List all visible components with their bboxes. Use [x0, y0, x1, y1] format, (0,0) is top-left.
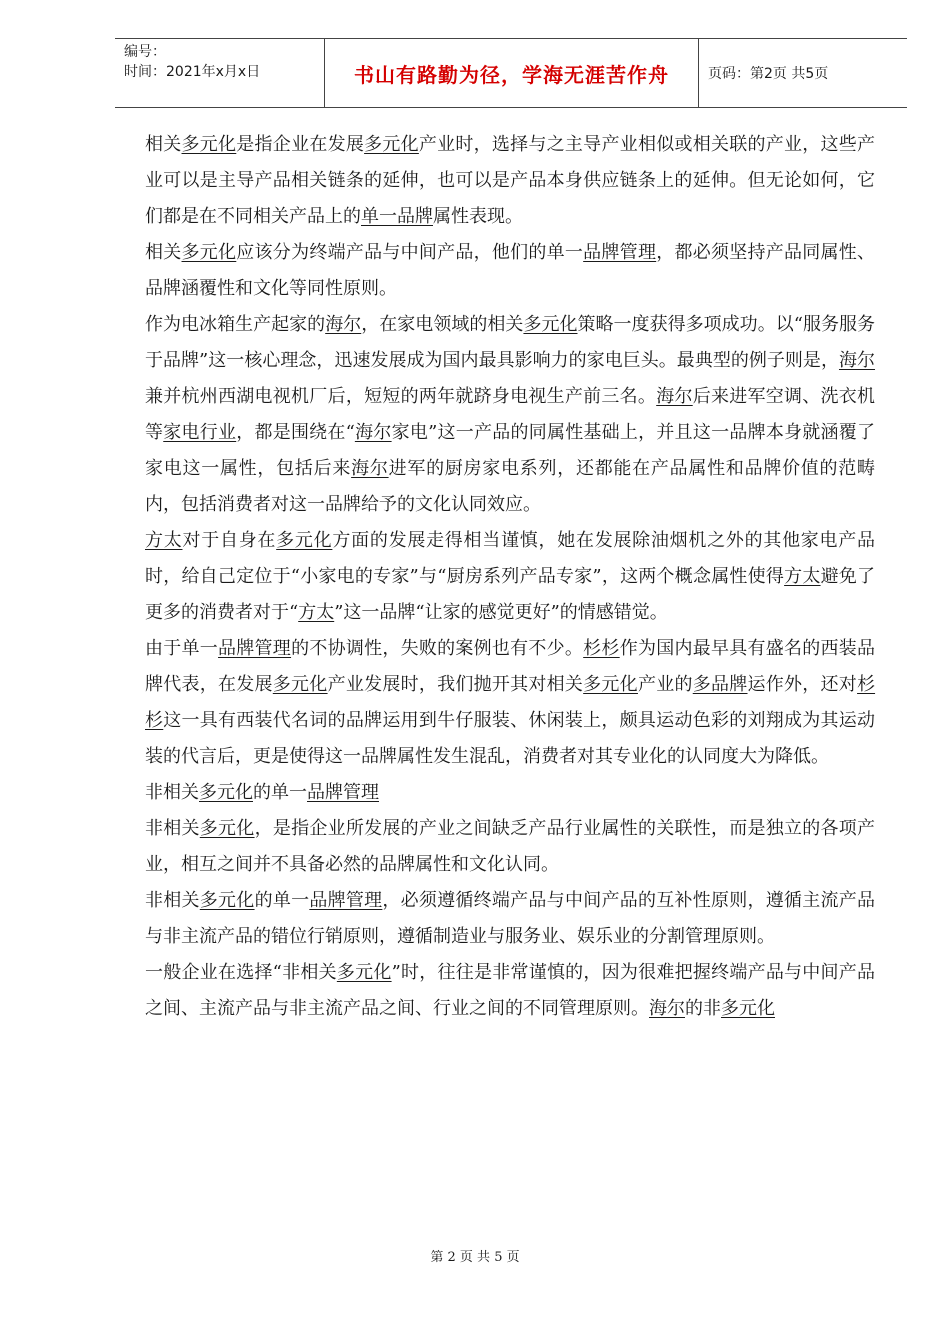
- header-motto: 书山有路勤为径，学海无涯苦作舟: [325, 39, 699, 107]
- underlined-term: 多元化: [583, 674, 638, 695]
- text-run: 作为国内最早具有盛名的西装品牌代表，在发展: [145, 638, 876, 695]
- header-page-label: 页码：第2页 共5页: [708, 66, 829, 82]
- underlined-term: 多元化: [199, 890, 255, 911]
- body-paragraph: [145, 775, 875, 811]
- underlined-term: 品牌管理: [309, 890, 383, 911]
- text-run: 由于单一: [145, 638, 219, 659]
- body-paragraph: [145, 631, 875, 775]
- underlined-term: 方太: [298, 602, 335, 623]
- underlined-term: 杉杉: [583, 638, 620, 659]
- text-run: 产业时，选择与之主导产业相似或相关联的产业，这些产业可以是主导产品相关链条的延伸，也可以是产品本身供应链条上的延伸。但无论如何，它们都是在不同相关产品上的: [145, 134, 876, 227]
- text-run: 相关: [145, 242, 182, 263]
- underlined-term: 多元化: [199, 818, 255, 839]
- underlined-term: 方太: [145, 530, 183, 551]
- text-run: 家电”这一产品的同属性基础上，并且这一品牌本身就涵覆了家电这一属性，包括后来: [145, 422, 876, 479]
- text-run: 的不协调性，失败的案例也有不少。: [291, 638, 584, 659]
- text-run: 产业发展时，我们抛开其对相关: [327, 674, 584, 695]
- underlined-term: 方太: [784, 566, 821, 587]
- text-run: 的非: [685, 998, 721, 1019]
- text-run: ，都是围绕在“: [236, 422, 355, 443]
- text-run: 进军的厨房家电系列，还都能在产品属性和品牌价值的范畴内，包括消费者对这一品牌给予的文化认同效应。: [145, 458, 876, 515]
- text-run: 产业的: [637, 674, 693, 695]
- text-run: 方面的发展走得相当谨慎，她在发展除油烟机之外的其他家电产品时，给自己定位于“小家电的专家”与“厨房系列产品专家”，这两个概念属性使得: [145, 530, 876, 587]
- text-run: 运作外，还对: [747, 674, 858, 695]
- underlined-term: 多元化: [336, 962, 392, 983]
- underlined-term: 多元化: [272, 674, 328, 695]
- text-run: 的单一: [254, 890, 310, 911]
- text-run: ”时，往往是非常谨慎的，因为很难把握终端产品与中间产品之间、主流产品与非主流产品之间、行业之间的不同管理原则。: [145, 962, 876, 1019]
- text-run: 非相关: [145, 782, 199, 803]
- underlined-term: 多品牌: [692, 674, 748, 695]
- document-header: [115, 38, 907, 108]
- text-run: ，是指企业所发展的产业之间缺乏产品行业属性的关联性，而是独立的各项产业，相互之间并不具备必然的品牌属性和文化认同。: [145, 818, 876, 875]
- document-time-label: 时间：2021年x月x日: [124, 64, 261, 80]
- text-run: 非相关: [145, 890, 200, 911]
- text-run: 相关: [145, 134, 182, 155]
- underlined-term: 海尔: [656, 386, 693, 407]
- body-paragraph: [145, 127, 875, 235]
- text-run: 一般企业在选择“非相关: [145, 962, 337, 983]
- underlined-term: 多元化: [181, 242, 237, 263]
- text-run: ”这一品牌“让家的感觉更好”的情感错觉。: [334, 602, 668, 623]
- page-footer: 第 2 页 共 5 页: [430, 1250, 520, 1265]
- header-meta-cell: [115, 39, 325, 107]
- text-run: 是指企业在发展: [236, 134, 365, 155]
- underlined-term: 单一品牌: [361, 206, 433, 227]
- text-run: 作为电冰箱生产起家的: [145, 314, 326, 335]
- underlined-term: 海尔: [325, 314, 362, 335]
- text-run: 后来进军空调、洗衣机等: [145, 386, 876, 443]
- underlined-term: 多元化: [276, 530, 333, 551]
- body-paragraph: [145, 523, 875, 631]
- text-run: 避免了更多的消费者对于“: [145, 566, 876, 623]
- body-paragraph: [145, 307, 875, 523]
- body-paragraph: [145, 811, 875, 883]
- underlined-term: 家电行业: [163, 422, 237, 443]
- text-run: 兼并杭州西湖电视机厂后，短短的两年就跻身电视生产前三名。: [145, 386, 657, 407]
- text-run: 属性表现。: [433, 206, 523, 227]
- underlined-term: 品牌管理: [218, 638, 292, 659]
- text-run: 非相关: [145, 818, 200, 839]
- text-run: 这一具有西装代名词的品牌运用到牛仔服装、休闲装上，颇具运动色彩的刘翔成为其运动装的代言后，更是使得这一品牌属性发生混乱，消费者对其专业化的认同度大为降低。: [145, 710, 876, 767]
- underlined-term: 多元化: [523, 314, 578, 335]
- underlined-term: 多元化: [181, 134, 237, 155]
- underlined-term: 海尔: [351, 458, 389, 479]
- text-run: 的单一: [253, 782, 307, 803]
- underlined-term: 海尔: [838, 350, 876, 371]
- underlined-term: 品牌管理: [583, 242, 657, 263]
- body-paragraph: [145, 955, 875, 1027]
- text-run: ，在家电领域的相关: [361, 314, 524, 335]
- text-run: ，都必须坚持产品同属性、品牌涵覆性和文化等同性原则。: [145, 242, 876, 299]
- text-run: 应该分为终端产品与中间产品，他们的单一: [236, 242, 584, 263]
- body-paragraph: [145, 235, 875, 307]
- text-run: 策略一度获得多项成功。以“服务服务于品牌”这一核心理念，迅速发展成为国内最具影响力的家电巨头。最典型的例子则是，: [145, 314, 876, 371]
- underlined-term: 杉杉: [145, 674, 876, 731]
- text-run: ，必须遵循终端产品与中间产品的互补性原则，遵循主流产品与非主流产品的错位行销原则，遵循制造业与服务业、娱乐业的分割管理原则。: [145, 890, 876, 947]
- document-body: [145, 127, 875, 1027]
- underlined-term: 多元化: [721, 998, 775, 1019]
- underlined-term: 海尔: [649, 998, 685, 1019]
- body-paragraph: [145, 883, 875, 955]
- underlined-term: 海尔: [354, 422, 392, 443]
- underlined-term: 多元化: [199, 782, 253, 803]
- text-run: 对于自身在: [182, 530, 277, 551]
- underlined-term: 品牌管理: [307, 782, 379, 803]
- underlined-term: 多元化: [364, 134, 419, 155]
- document-number-label: 编号：: [124, 44, 166, 60]
